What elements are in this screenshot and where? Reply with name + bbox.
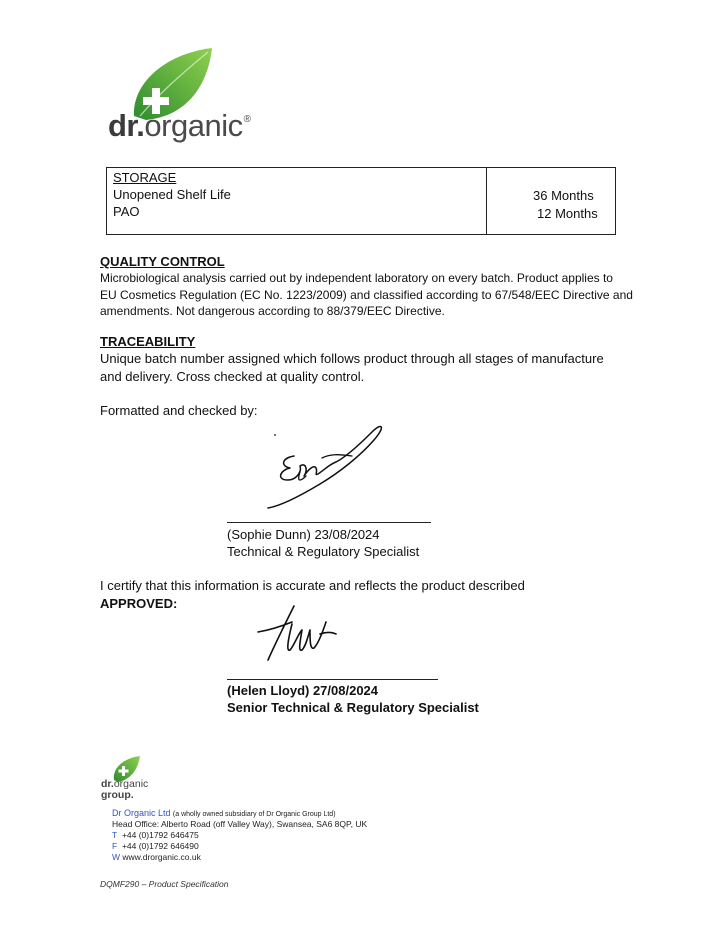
traceability-text: [100, 350, 640, 386]
certification-statement: I certify that this information is accurate and reflects the product described: [100, 578, 525, 593]
formatted-by-name-date: (Sophie Dunn) 23/08/2024: [227, 527, 380, 542]
dr-organic-group-logo-icon: [100, 754, 156, 802]
approver-name-date: (Helen Lloyd) 27/08/2024: [227, 683, 379, 698]
quality-control-text: [100, 270, 640, 320]
brand-logo-text: dr.organic®: [108, 108, 251, 143]
approved-label: APPROVED:: [100, 596, 178, 611]
signature-sophie-dunn-icon: [260, 418, 390, 512]
storage-heading: STORAGE: [113, 170, 177, 185]
company-line: Dr Organic Ltd (a wholly owned subsidiary of Dr Organic Group Ltd): [112, 808, 336, 818]
website-link[interactable]: W www.drorganic.co.uk: [112, 852, 201, 862]
telephone-line: T +44 (0)1792 646475: [112, 830, 199, 840]
storage-table: [106, 167, 616, 235]
document-reference: DQMF290 – Product Specification: [100, 879, 229, 889]
fax-line: F +44 (0)1792 646490: [112, 841, 199, 851]
storage-row-value: 36 Months: [533, 188, 594, 203]
traceability-heading: TRACEABILITY: [100, 334, 196, 349]
signature-helen-lloyd-icon: [252, 600, 338, 666]
formatted-by-role: Technical & Regulatory Specialist: [227, 544, 420, 559]
paragraph-line: Unique batch number assigned which follows product through all stages of manufacture: [100, 351, 604, 366]
paragraph-line: Microbiological analysis carried out by independent laboratory on every batch. Product applies to: [100, 271, 613, 285]
formatted-by-label: Formatted and checked by:: [100, 403, 258, 418]
storage-row-value: 12 Months: [537, 206, 598, 221]
paragraph-line: amendments. Not dangerous according to 88/379/EEC Directive.: [100, 304, 445, 318]
storage-row-label: Unopened Shelf Life: [113, 187, 231, 202]
svg-text:group.: group.: [101, 789, 134, 801]
approver-role: Senior Technical & Regulatory Specialist: [227, 700, 479, 715]
paragraph-line: and delivery. Cross checked at quality control.: [100, 369, 365, 384]
head-office-address: Head Office: Alberto Road (off Valley Way), Swansea, SA6 8QP, UK: [112, 819, 368, 829]
table-divider: [486, 168, 487, 234]
storage-row-label: PAO: [113, 204, 140, 219]
quality-control-heading: QUALITY CONTROL: [100, 254, 225, 269]
signature-line: [227, 522, 431, 523]
signature-line: [227, 679, 438, 680]
svg-text:dr.organic: dr.organic: [101, 778, 149, 790]
paragraph-line: EU Cosmetics Regulation (EC No. 1223/2009) and classified according to 67/548/EEC Directive and: [100, 287, 633, 302]
